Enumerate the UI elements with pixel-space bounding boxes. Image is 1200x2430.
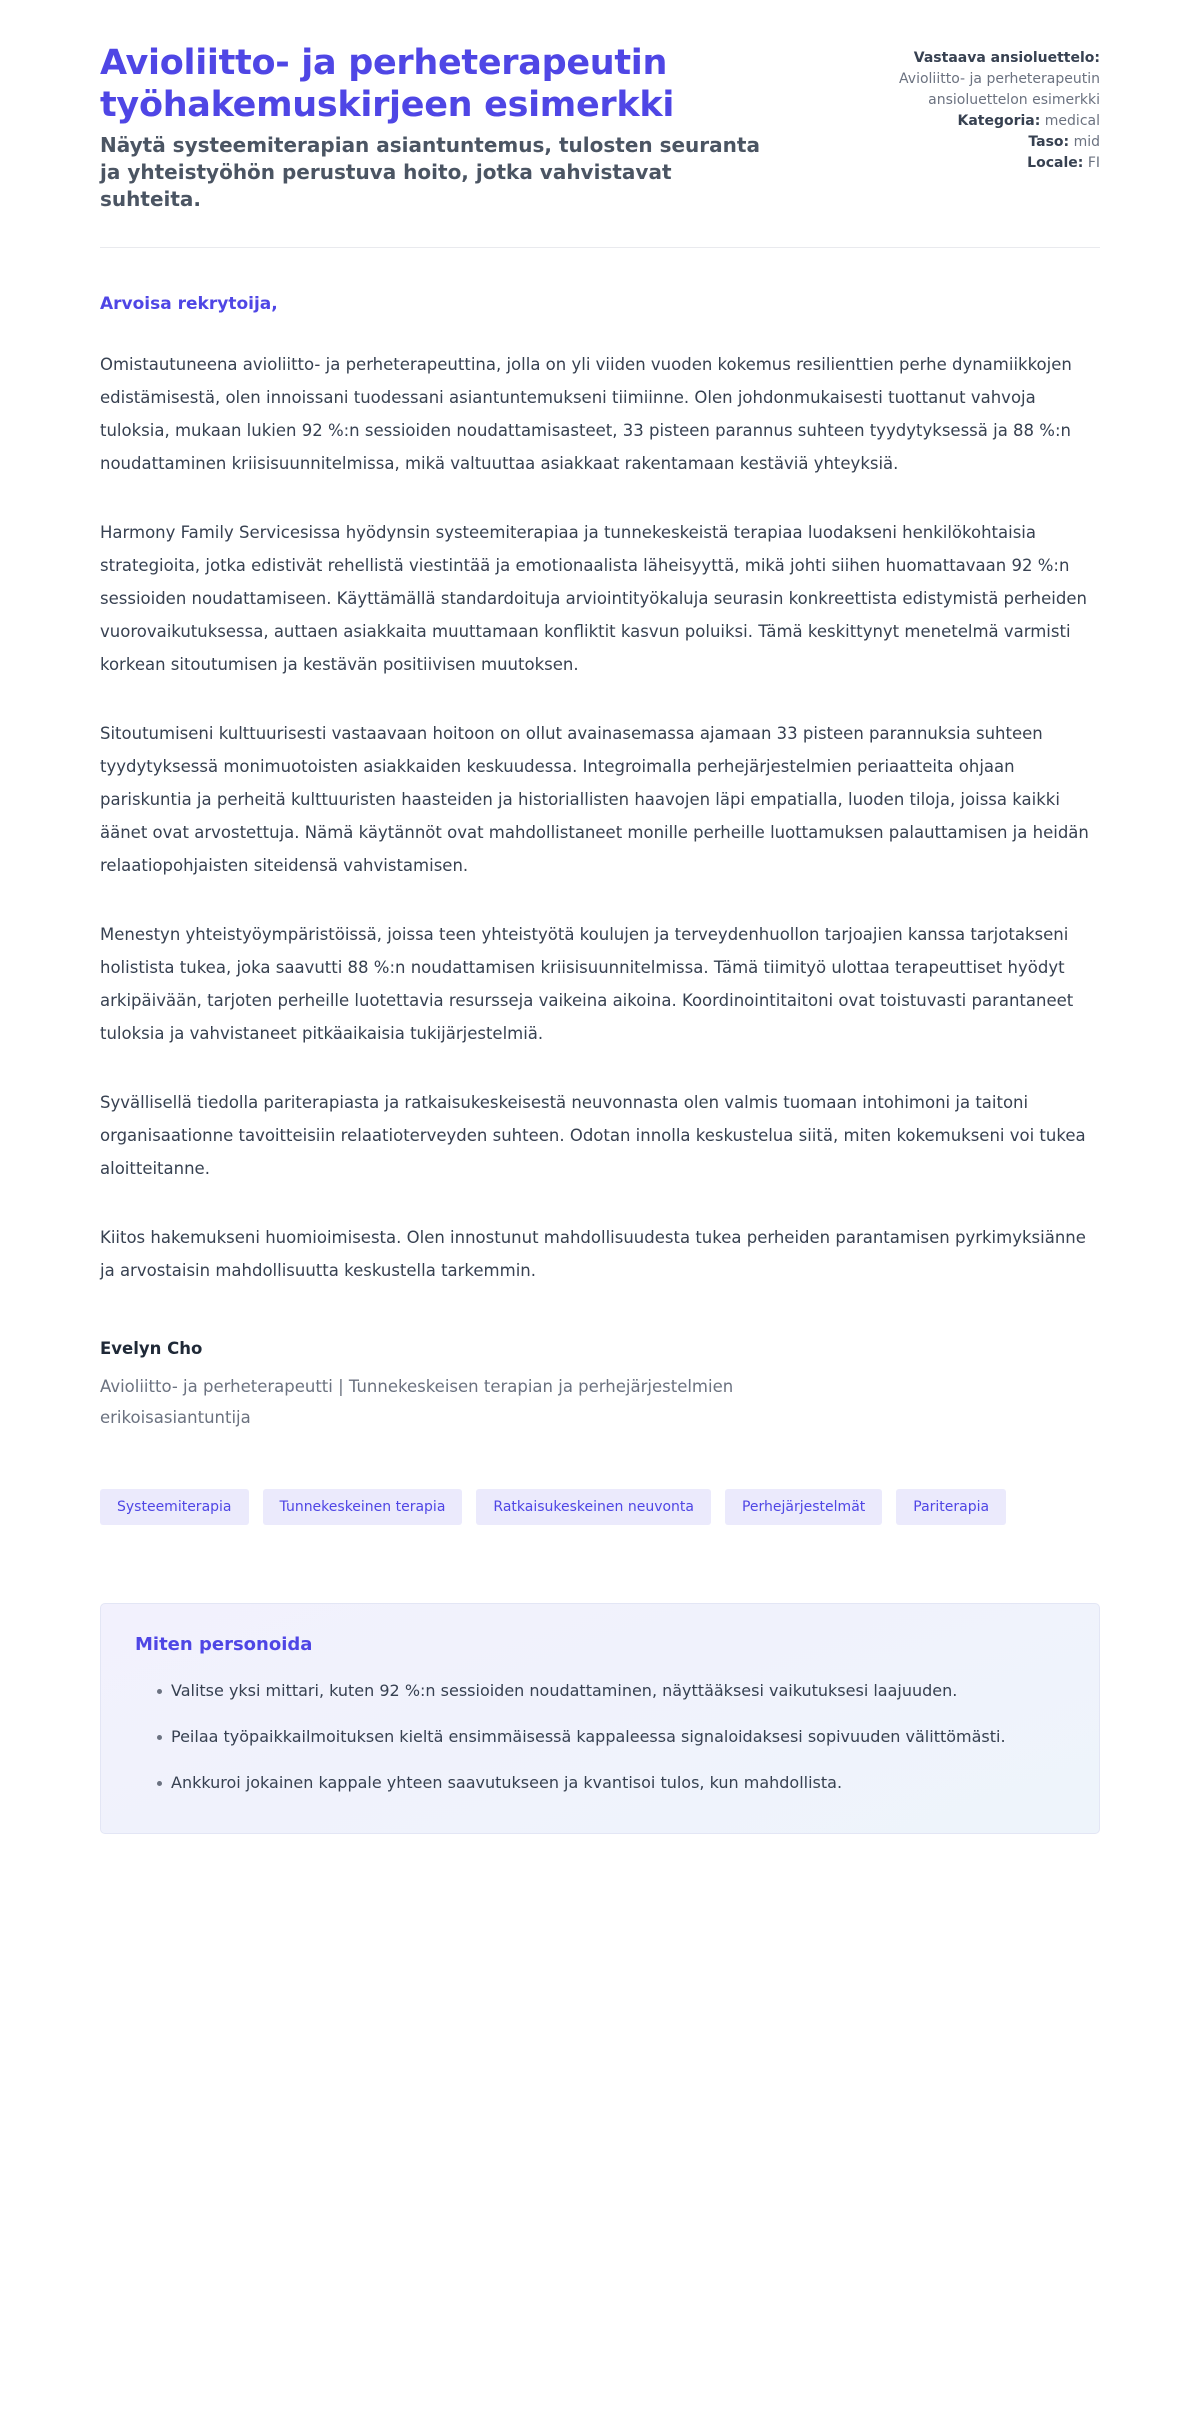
meta-level-label: Taso: — [1028, 134, 1070, 151]
letter-paragraph: Kiitos hakemukseni huomioimisesta. Olen innostunut mahdollisuudesta tukea perheiden parantamisen pyrkimyksiänne ja arvostaisin mahdollisuutta keskustella tarkemmin. — [100, 1228, 1086, 1280]
document-metadata — [810, 42, 1100, 175]
meta-category-label: Kategoria: — [957, 112, 1041, 129]
callout-list-item: Peilaa työpaikkailmoituksen kieltä ensimmäisessä kappaleessa signaloidaksesi sopivuuden välittömästi. — [157, 1721, 1065, 1753]
tag-chip[interactable]: Tunnekeskeinen terapia — [263, 1489, 463, 1525]
meta-related-resume-value-row — [810, 69, 1100, 110]
meta-level-value: mid — [1073, 134, 1100, 151]
callout-list-item: Valitse yksi mittari, kuten 92 %:n sessioiden noudattaminen, näyttääksesi vaikutuksesi laajuuden. — [157, 1675, 1065, 1707]
page-header — [100, 42, 1100, 247]
page-title: Avioliitto- ja perheterapeutin työhakemuskirjeen esimerkki — [100, 43, 675, 125]
tag-chip[interactable]: Perhejärjestelmät — [725, 1489, 882, 1525]
tag-chip[interactable]: Pariterapia — [896, 1489, 1006, 1525]
letter-paragraph: Omistautuneena avioliitto- ja perheterapeuttina, jolla on yli viiden vuoden kokemus resilienttien perhe dynamiikkojen edistämisestä, olen innoissani tuodessani asiantuntemukseni tiimiinne. Olen johdonmukaisesti tuottanut vahvoja tuloksia, mukaan lukien 92 %:n sessioiden noudattamisasteet, 33 pisteen parannus suhteen tyydytyksessä ja 88 %:n noudattaminen kriisisuunnitelmissa, mikä valtuuttaa asiakkaat rakentamaan kestäviä yhteyksiä. — [100, 355, 1072, 473]
meta-related-resume-value: Avioliitto- ja perheterapeutin ansioluettelon esimerkki — [899, 71, 1100, 108]
meta-level — [810, 132, 1100, 152]
letter-paragraph: Menestyn yhteistyöympäristöissä, joissa teen yhteistyötä koulujen ja terveydenhuollon tarjoajien kanssa tarjotakseni holistista tukea, joka saavutti 88 %:n noudattamisen kriisisuunnitelmissa. Tämä tiimityö ulottaa terapeuttiset hyödyt arkipäivään, tarjoten perheille luotettavia resursseja vaikeina aikoina. Koordinointitaitoni ovat toistuvasti parantaneet tuloksia ja vahvistaneet pitkäaikaisia tukijärjestelmiä. — [100, 925, 1074, 1043]
signature-name: Evelyn Cho — [100, 1339, 203, 1358]
letter-paragraph: Syvällisellä tiedolla pariterapiasta ja ratkaisukeskeisestä neuvonnasta olen valmis tuomaan intohimoni ja taitoni organisaationne tavoitteisiin relaatioterveyden suhteen. Odotan innolla keskustelua siitä, miten kokemukseni voi tukea aloitteitanne. — [100, 1093, 1086, 1178]
letter-greeting: Arvoisa rekrytoija, — [100, 294, 278, 314]
header-title-block — [100, 42, 770, 213]
callout-title: Miten personoida — [135, 1634, 313, 1656]
callout-list-item: Ankkuroi jokainen kappale yhteen saavutukseen ja kvantisoi tulos, kun mahdollista. — [157, 1767, 1065, 1799]
meta-related-resume-label: Vastaava ansioluettelo: — [913, 50, 1100, 66]
meta-locale — [810, 153, 1100, 173]
cover-letter-body — [100, 294, 1100, 1287]
meta-locale-value: FI — [1087, 155, 1100, 172]
meta-category-value: medical — [1044, 112, 1100, 129]
tag-chip[interactable]: Systeemiterapia — [100, 1489, 249, 1525]
tag-chip[interactable]: Ratkaisukeskeinen neuvonta — [476, 1489, 711, 1525]
tag-list — [100, 1489, 1100, 1525]
signature-block — [100, 1339, 1100, 1433]
header-divider — [100, 247, 1100, 248]
meta-locale-label: Locale: — [1027, 155, 1084, 172]
letter-paragraph: Harmony Family Servicesissa hyödynsin systeemiterapiaa ja tunnekeskeistä terapiaa luodakseni henkilökohtaisia strategioita, jotka edistivät rehellistä viestintää ja emotionaalista läheisyyttä, mikä johti siihen huomattavaan 92 %:n sessioiden noudattamiseen. Käyttämällä standardoituja arviointityökaluja seurasin konkreettista edistymistä perheiden vuorovaikutuksessa, auttaen asiakkaita muuttamaan konfliktit kasvun poluiksi. Tämä keskittynyt menetelmä varmisti korkean sitoutumisen ja kestävän positiivisen muutoksen. — [100, 523, 1087, 674]
page-subtitle: Näytä systeemiterapian asiantuntemus, tulosten seuranta ja yhteistyöhön perustuva hoito, jotka vahvistavat suhteita. — [100, 133, 760, 211]
callout-list — [135, 1675, 1065, 1799]
letter-paragraph: Sitoutumiseni kulttuurisesti vastaavaan hoitoon on ollut avainasemassa ajamaan 33 pisteen parannuksia suhteen tyydytyksessä monimuotoisten asiakkaiden keskuudessa. Integroimalla perhejärjestelmien periaatteita ohjaan pariskuntia ja perheitä kulttuuristen haasteiden ja historiallisten haavojen läpi empatialla, luoden tiloja, joissa kaikki äänet ovat arvostettuja. Nämä käytännöt ovat mahdollistaneet monille perheille luottamuksen palauttamisen ja heidän relaatiopohjaisten siteidensä vahvistamisen. — [100, 724, 1089, 875]
meta-category — [810, 111, 1100, 131]
signature-role: Avioliitto- ja perheterapeutti | Tunnekeskeisen terapian ja perhejärjestelmien erikoisasiantuntija — [100, 1377, 734, 1427]
how-to-personalize-callout — [100, 1603, 1100, 1834]
meta-related-resume — [810, 48, 1100, 68]
